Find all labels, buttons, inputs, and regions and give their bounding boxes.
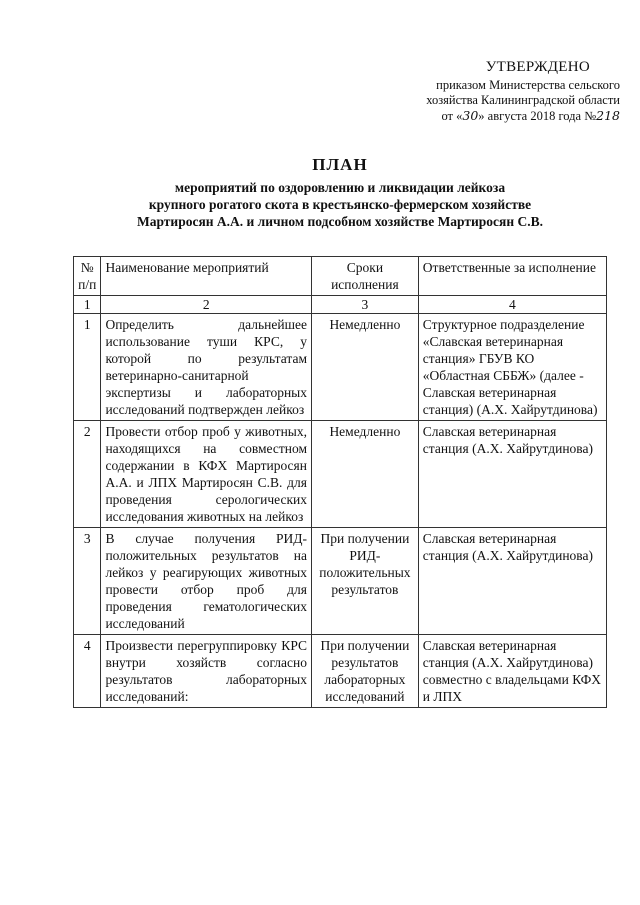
column-index: 1 [74,296,101,314]
row-responsible: Славская ветеринарная станция (А.Х. Хайрутдинова) [418,421,606,528]
approval-date-line [380,108,620,124]
table-row [74,635,607,708]
approval-number: 218 [596,108,620,123]
measures-table [73,256,607,708]
column-index-row [74,296,607,314]
table-row [74,421,607,528]
row-number: 3 [74,528,101,635]
approval-stamp [380,60,620,124]
column-index: 2 [101,296,312,314]
row-term: Немедленно [312,314,419,421]
row-action: Определить дальнейшее использование туши КРС, у которой по результатам ветеринарно-санитарной экспертизы и лабораторных исследований подтвержден лейкоз [101,314,312,421]
row-action: В случае получения РИД-положительных результатов на лейкоз у реагирующих животных провести отбор проб для проведения гематологических исследований [101,528,312,635]
approval-day: 30 [462,108,479,123]
approval-date-middle: » августа 2018 года № [478,109,597,123]
title-line-3: Мартиросян А.А. и личном подсобном хозяйстве Мартиросян С.В. [136,214,544,229]
row-number: 2 [74,421,101,528]
row-term: При получении РИД-положительных результатов [312,528,419,635]
title-line-2: крупного рогатого скота в крестьянско-фермерском хозяйстве [148,197,532,212]
title-line-1: мероприятий по оздоровлению и ликвидации лейкоза [174,180,506,195]
table-header-row [74,257,607,296]
row-responsible: Славская ветеринарная станция (А.Х. Хайрутдинова) совместно с владельцами КФХ и ЛПХ [418,635,606,708]
document-title [80,155,600,230]
row-action: Провести отбор проб у животных, находящихся на совместном содержании в КФХ Мартиросян А.А. и ЛПХ Мартиросян С.В. для проведения серологических исследования животных на лейкоз [101,421,312,528]
column-index: 4 [418,296,606,314]
row-responsible: Структурное подразделение «Славская ветеринарная станция» ГБУВ КО «Областная СББЖ» (далее - Славская ветеринарная станция) (А.Х. Хайрутдинова) [418,314,606,421]
row-term: Немедленно [312,421,419,528]
approval-date-prefix: от « [441,109,463,123]
title-plan: ПЛАН [312,155,368,174]
table-row [74,314,607,421]
row-number: 4 [74,635,101,708]
row-term: При получении результатов лабораторных исследований [312,635,419,708]
header-action: Наименование мероприятий [101,257,312,296]
column-index: 3 [312,296,419,314]
header-num: № п/п [74,257,101,296]
row-responsible: Славская ветеринарная станция (А.Х. Хайрутдинова) [418,528,606,635]
header-responsible: Ответственные за исполнение [418,257,606,296]
table-row [74,528,607,635]
approval-line-2: хозяйства Калининградской области [426,93,620,107]
approval-line-1: приказом Министерства сельского [436,78,620,92]
row-number: 1 [74,314,101,421]
header-term: Сроки исполнения [312,257,419,296]
row-action: Произвести перегруппировку КРС внутри хозяйств согласно результатов лабораторных исследований: [101,635,312,708]
approval-heading: УТВЕРЖДЕНО [485,59,590,75]
